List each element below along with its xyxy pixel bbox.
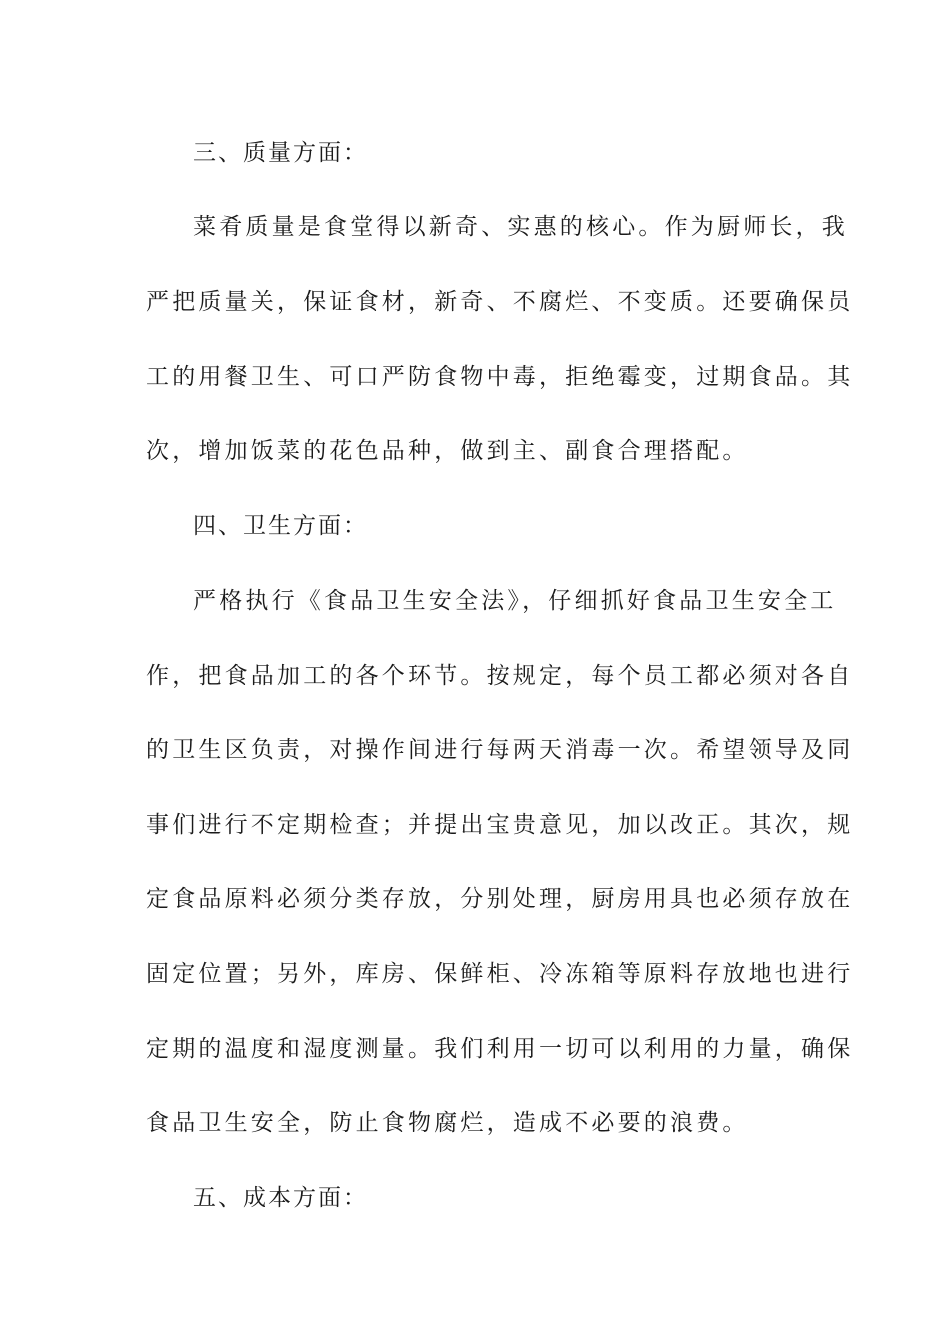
section-heading-quality: 三、质量方面：	[193, 140, 368, 166]
paragraph-line: 事们进行不定期检查；并提出宝贵意见，加以改正。其次，规	[146, 812, 854, 838]
paragraph-line: 固定位置；另外，库房、保鲜柜、冷冻箱等原料存放地也进行	[146, 961, 854, 987]
paragraph-line: 食品卫生安全，防止食物腐烂，造成不必要的浪费。	[146, 1110, 749, 1136]
paragraph-line: 的卫生区负责，对操作间进行每两天消毒一次。希望领导及同	[146, 737, 854, 763]
section-heading-cost: 五、成本方面：	[193, 1185, 368, 1211]
paragraph-line: 严把质量关，保证食材，新奇、不腐烂、不变质。还要确保员	[146, 289, 854, 315]
paragraph-line: 定期的温度和湿度测量。我们利用一切可以利用的力量，确保	[146, 1036, 854, 1062]
paragraph-line: 定食品原料必须分类存放，分别处理，厨房用具也必须存放在	[146, 886, 854, 912]
section-heading-hygiene: 四、卫生方面：	[193, 513, 368, 539]
paragraph-line: 严格执行《食品卫生安全法》，仔细抓好食品卫生安全工	[193, 588, 837, 614]
paragraph-line: 工的用餐卫生、可口严防食物中毒，拒绝霉变，过期食品。其	[146, 364, 854, 390]
paragraph-line: 作，把食品加工的各个环节。按规定，每个员工都必须对各自	[146, 663, 854, 689]
paragraph-line: 菜肴质量是食堂得以新奇、实惠的核心。作为厨师长，我	[193, 214, 848, 240]
paragraph-line: 次，增加饭菜的花色品种，做到主、副食合理搭配。	[146, 438, 749, 464]
